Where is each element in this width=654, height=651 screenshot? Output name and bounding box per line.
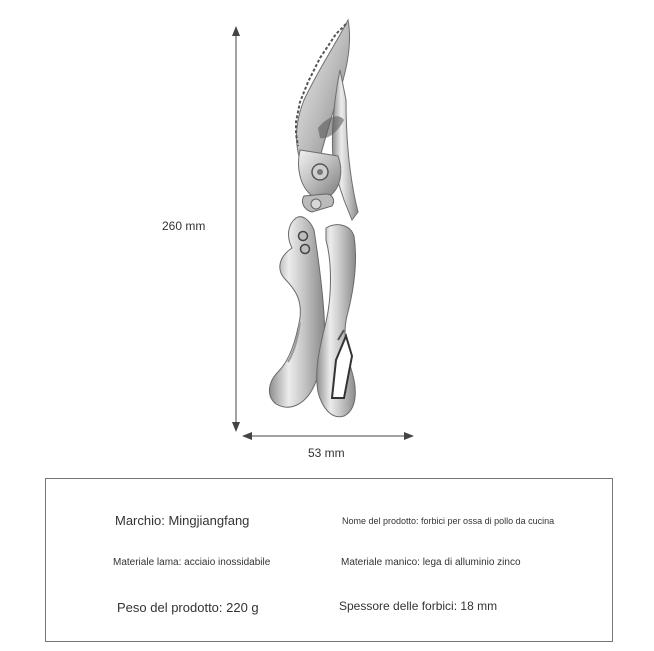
spec-handle-material: Materiale manico: lega di alluminio zinco xyxy=(341,557,521,568)
height-dimension-label: 260 mm xyxy=(162,219,206,233)
left-handle xyxy=(269,217,324,407)
spec-thickness: Spessore delle forbici: 18 mm xyxy=(339,599,498,613)
spec-weight: Peso del prodotto: 220 g xyxy=(117,600,259,615)
spec-blade-material: Materiale lama: acciaio inossidabile xyxy=(113,557,271,568)
width-dimension-line xyxy=(242,432,414,440)
spec-product-name: Nome del prodotto: forbici per ossa di pollo da cucina xyxy=(342,516,555,526)
height-dimension-line xyxy=(232,26,240,432)
spec-brand: Marchio: Mingjiangfang xyxy=(115,513,250,528)
pivot-joint xyxy=(299,150,341,212)
specification-box xyxy=(45,478,613,642)
width-dimension-label: 53 mm xyxy=(308,446,345,460)
